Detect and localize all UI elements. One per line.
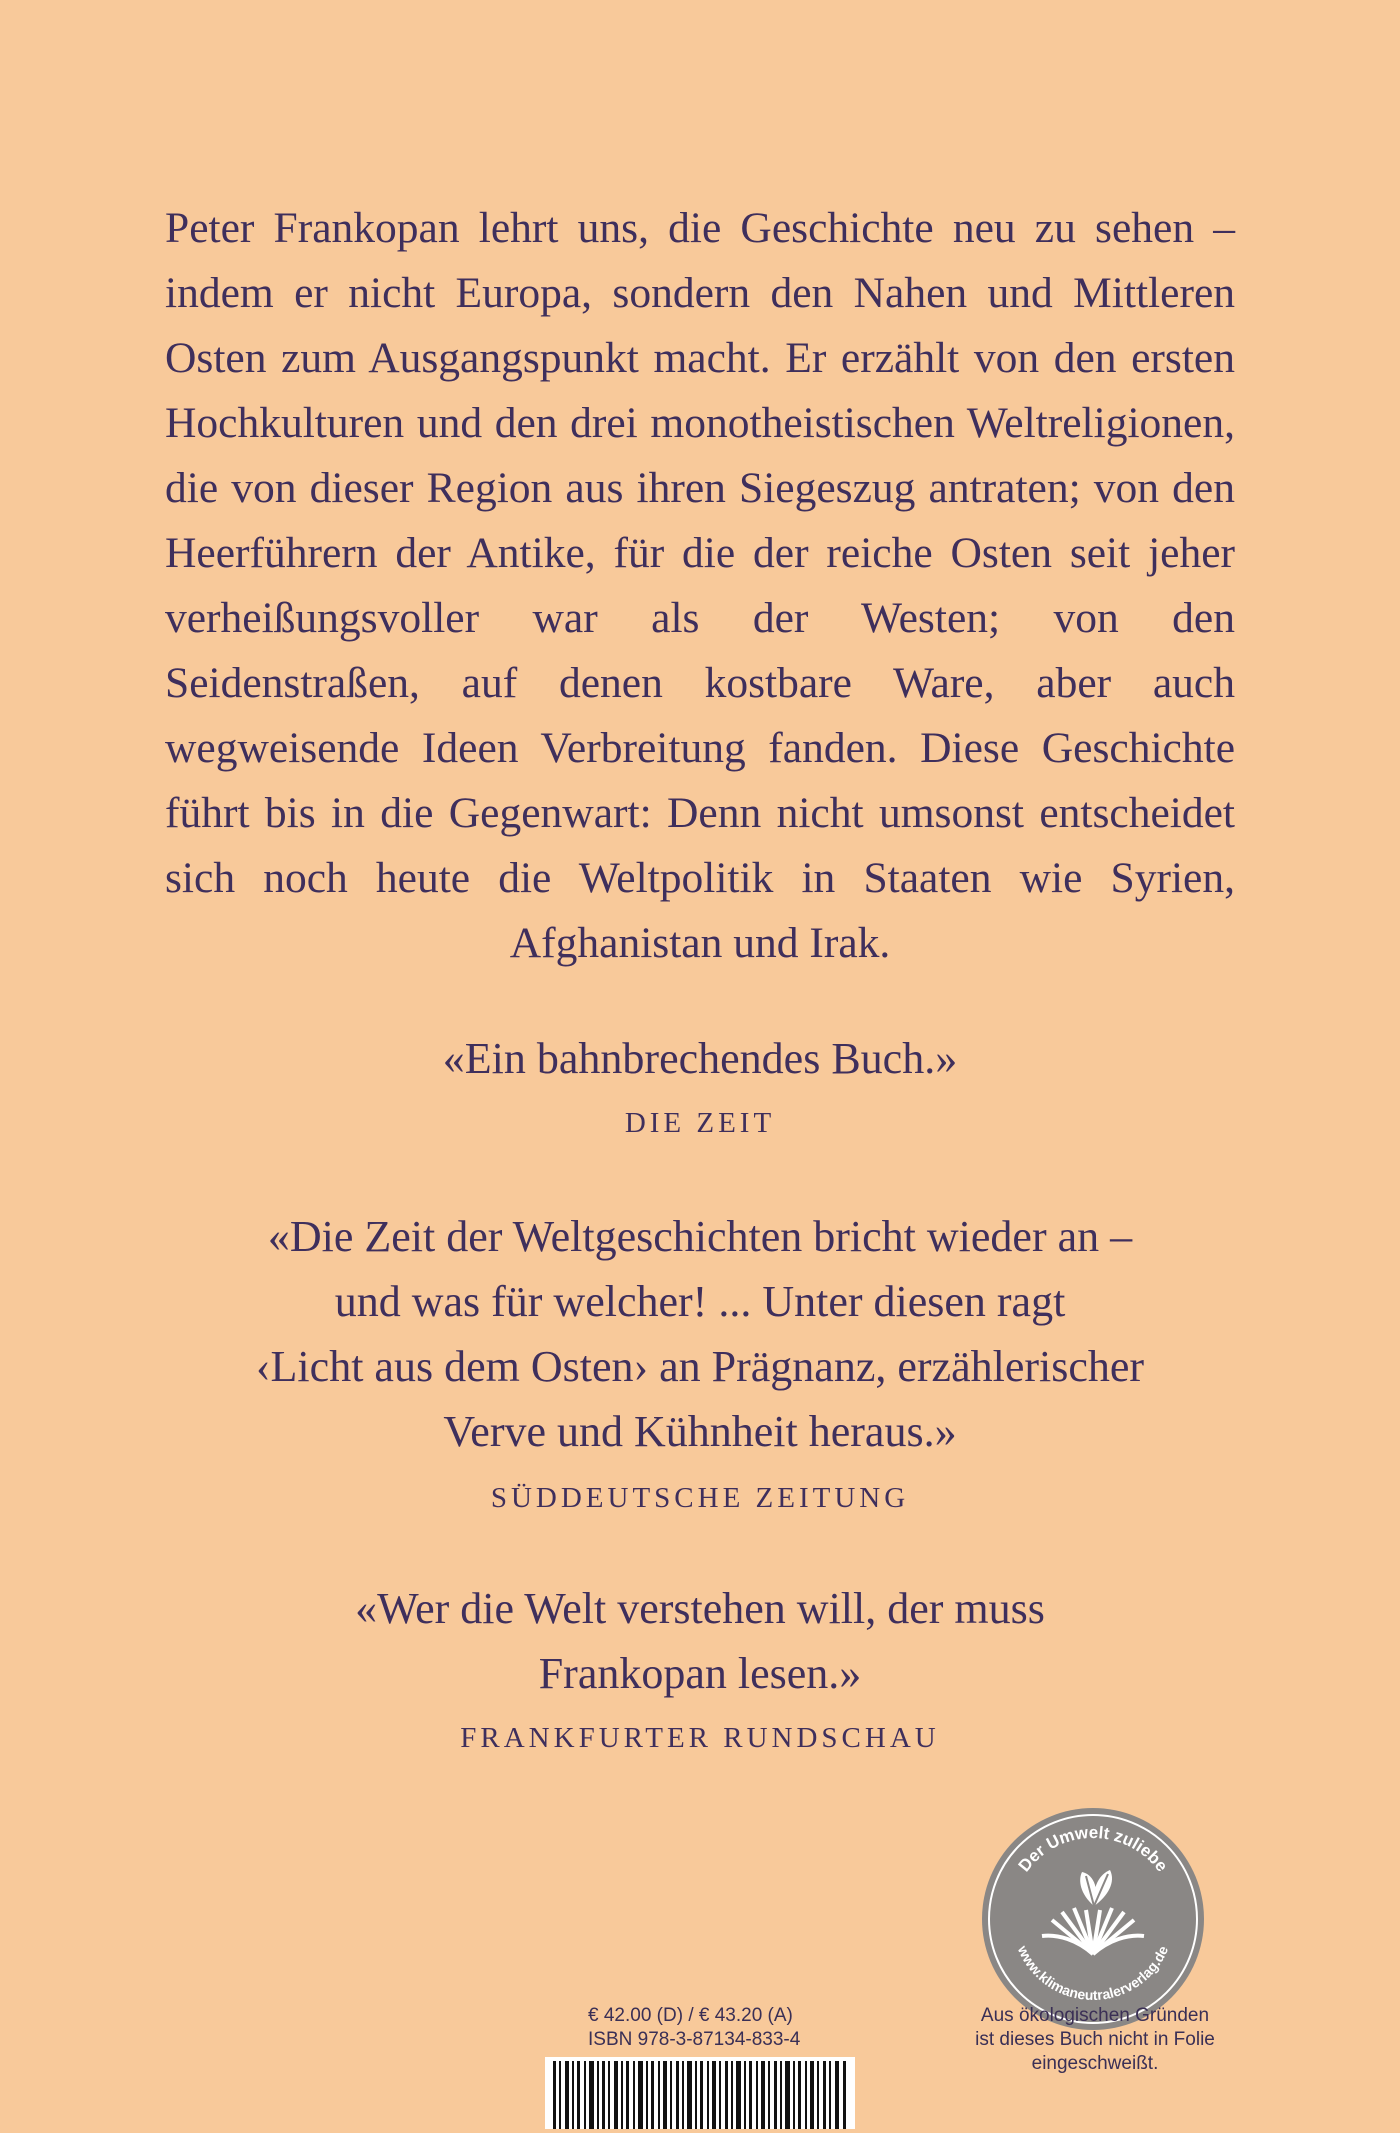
barcode-bars (545, 2057, 855, 2129)
eco-note (955, 2004, 1235, 2076)
eco-note-line: Aus ökologischen Gründen (980, 2005, 1210, 2026)
price-info (588, 2004, 838, 2052)
quote-line: «Die Zeit der Weltgeschichten bricht wieder an – (267, 1212, 1133, 1261)
quote-line: «Wer die Welt verstehen will, der muss (355, 1584, 1045, 1633)
quote-line: Verve und Kühnheit heraus.» (443, 1407, 957, 1456)
quote-line: «Ein bahnbrechendes Buch.» (442, 1034, 958, 1083)
eco-note-line: eingeschweißt. (1031, 2053, 1159, 2074)
quote-source: SÜDDEUTSCHE ZEITUNG (490, 1482, 910, 1514)
climate-neutral-badge (982, 1808, 1204, 2030)
quote-line: Frankopan lesen.» (538, 1649, 862, 1698)
quote-source: DIE ZEIT (624, 1107, 776, 1139)
review-quote-sueddeutsche (0, 1204, 1400, 1518)
price-line: € 42.00 (D) / € 43.20 (A) (588, 2005, 793, 2026)
quote-line: und was für welcher! ... Unter diesen ragt (334, 1277, 1066, 1326)
badge-bottom-text: www.klimaneutralerverlag.de (1014, 1943, 1172, 2004)
badge-graphic (982, 1808, 1204, 2030)
barcode (545, 2057, 855, 2129)
quote-source: FRANKFURTER RUNDSCHAU (460, 1722, 940, 1754)
leaf-icon (1080, 1870, 1112, 1906)
open-book-icon (1042, 1908, 1144, 1954)
badge-top-text: Der Umwelt zuliebe (1014, 1822, 1172, 1876)
review-quote-die-zeit (0, 1026, 1400, 1143)
quote-line: ‹Licht aus dem Osten› an Prägnanz, erzählerischer (255, 1342, 1145, 1391)
eco-note-line: ist dieses Buch nicht in Folie (975, 2029, 1215, 2050)
blurb-text: Peter Frankopan lehrt uns, die Geschichte neu zu sehen – indem er nicht Europa, sondern den Nahen und Mittleren Osten zum Ausgangspunkt macht. Er erzählt von den ersten Hochkulturen und den drei monotheistischen Weltreligionen, die von dieser Region aus ihren Siegeszug antraten; von den Heerführern der Antike, für die der reiche Osten seit jeher verheißungsvoller war als der Westen; von den Seidenstraßen, auf denen kostbare Ware, aber auch wegweisende Ideen Verbreitung fanden. Diese Geschichte führt bis in die Gegenwart: Denn nicht umsonst entscheidet sich noch heute die Weltpolitik in Staaten wie Syrien, Afghanistan und Irak. (165, 204, 1235, 967)
isbn-line: ISBN 978-3-87134-833-4 (588, 2029, 801, 2050)
review-quote-frankfurter (0, 1576, 1400, 1758)
